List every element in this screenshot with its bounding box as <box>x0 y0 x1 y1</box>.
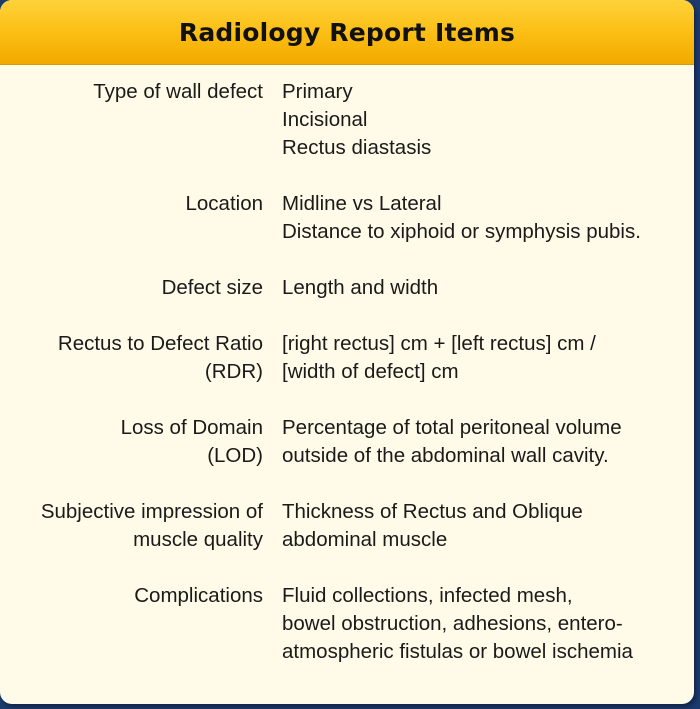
item-value-line: Thickness of Rectus and Oblique <box>282 500 583 523</box>
item-value-line: abdominal muscle <box>282 528 448 551</box>
item-label <box>0 498 263 554</box>
item-label-line: Rectus to Defect Ratio <box>57 332 263 355</box>
report-item-defect-size <box>0 274 694 302</box>
item-label <box>0 78 263 162</box>
item-value-line: [width of defect] cm <box>282 360 459 383</box>
item-label <box>0 274 263 302</box>
report-item-location <box>0 190 694 246</box>
item-value <box>282 582 694 666</box>
item-label <box>0 330 263 386</box>
item-label <box>0 414 263 470</box>
item-value-line: outside of the abdominal wall cavity. <box>282 444 609 467</box>
report-item-complications <box>0 582 694 666</box>
item-label-line: Defect size <box>161 276 263 299</box>
item-label-line: Subjective impression of <box>40 500 263 523</box>
report-item-muscle-quality <box>0 498 694 554</box>
item-value-line: Incisional <box>282 108 368 131</box>
item-value-line: Fluid collections, infected mesh, <box>282 584 573 607</box>
item-label-line: Loss of Domain <box>120 416 263 439</box>
item-label-line: (RDR) <box>204 360 263 383</box>
item-label-line: muscle quality <box>133 528 263 551</box>
item-label <box>0 190 263 246</box>
item-value-line: [right rectus] cm + [left rectus] cm / <box>282 332 596 355</box>
item-value-line: Distance to xiphoid or symphysis pubis. <box>282 220 641 243</box>
item-label-line: (LOD) <box>207 444 263 467</box>
item-value-line: Rectus diastasis <box>282 136 432 159</box>
report-item-rdr <box>0 330 694 386</box>
item-value-line: atmospheric fistulas or bowel ischemia <box>282 640 633 663</box>
item-value <box>282 330 694 386</box>
item-label-line: Complications <box>134 584 263 607</box>
item-value-line: Primary <box>282 80 353 103</box>
item-label-line: Location <box>185 192 263 215</box>
item-value <box>282 274 694 302</box>
page-title: Radiology Report Items <box>178 17 516 47</box>
report-items-list <box>0 78 694 694</box>
item-value <box>282 190 694 246</box>
item-value <box>282 414 694 470</box>
report-item-type-of-wall-defect <box>0 78 694 162</box>
item-value-line: bowel obstruction, adhesions, entero- <box>282 612 623 635</box>
item-value-line: Length and width <box>282 276 439 299</box>
header-bar <box>0 0 694 65</box>
report-item-lod <box>0 414 694 470</box>
item-value-line: Percentage of total peritoneal volume <box>282 416 622 439</box>
item-label-line: Type of wall defect <box>93 80 263 103</box>
item-value-line: Midline vs Lateral <box>282 192 442 215</box>
item-value <box>282 498 694 554</box>
item-value <box>282 78 694 162</box>
item-label <box>0 582 263 666</box>
